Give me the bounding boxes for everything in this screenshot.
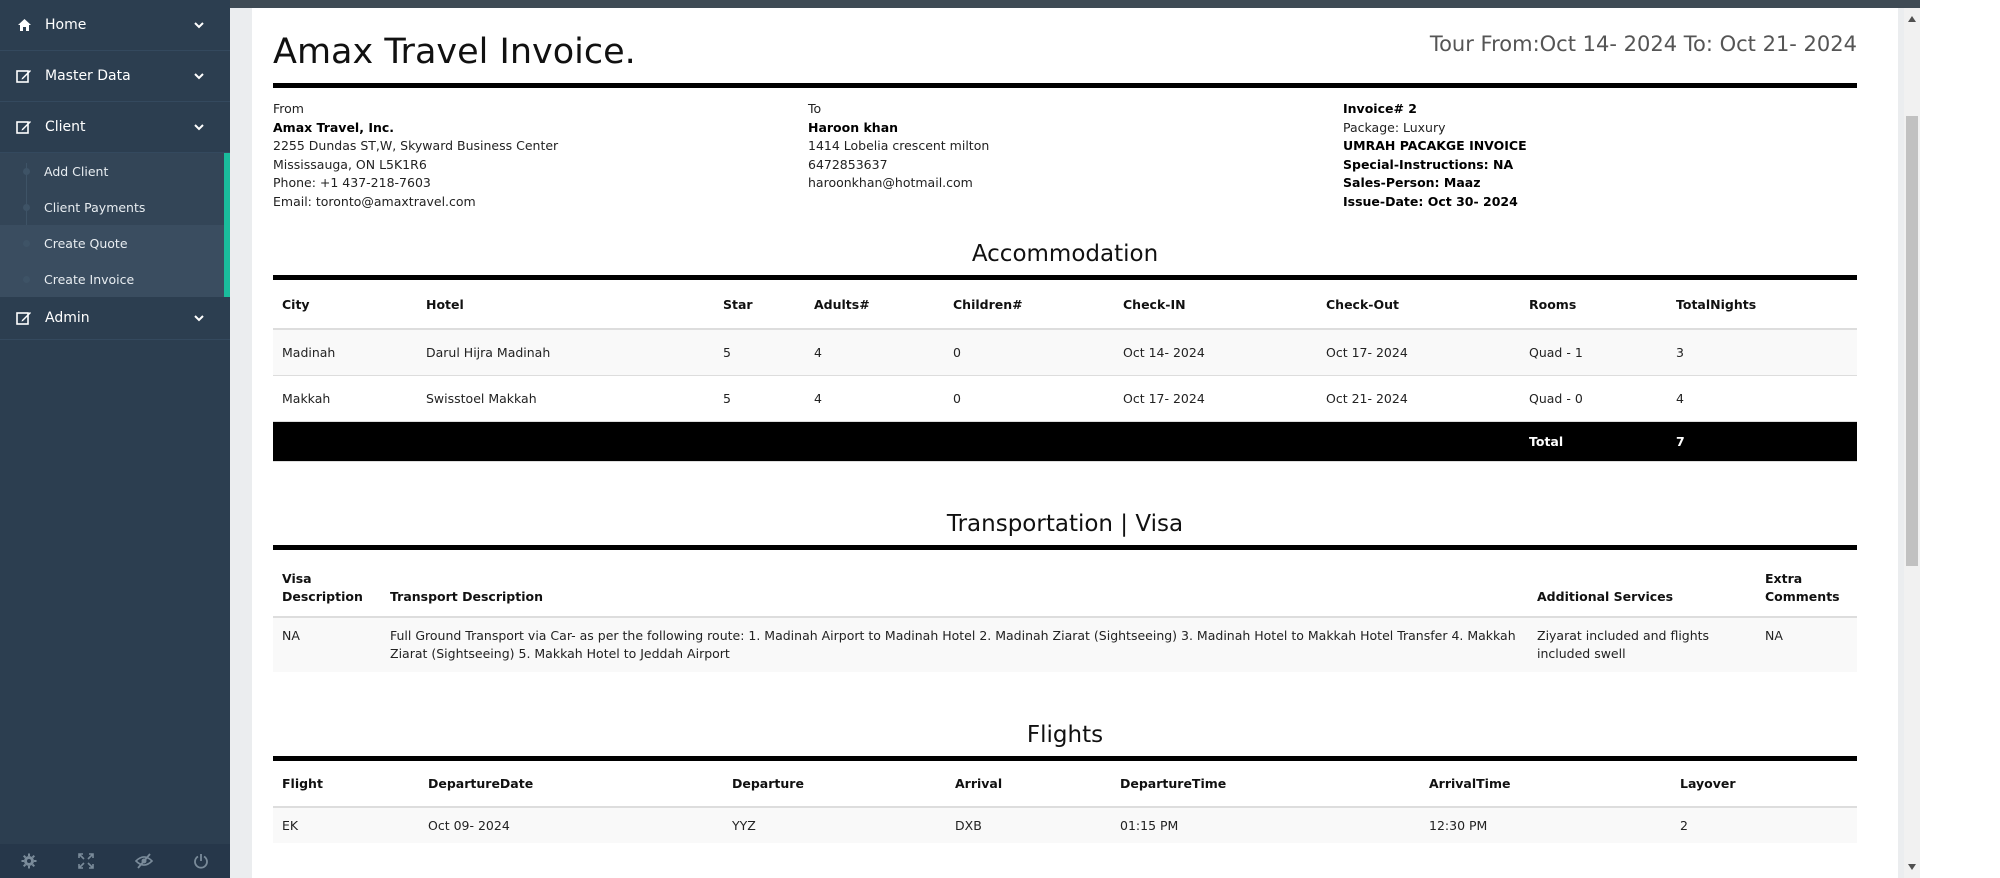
sidebar-subitem-label: Client Payments [44,199,146,215]
accommodation-title: Accommodation [971,241,1159,267]
chevron-down-icon [192,311,206,325]
column-header: DepartureTime [1111,761,1420,807]
invoice-meta-block [1343,100,1527,212]
column-header: Adults# [805,280,944,329]
sidebar [0,0,230,878]
to-name: Haroon khan [808,119,899,135]
column-header: Arrival [946,761,1111,807]
column-header: ArrivalTime [1420,761,1671,807]
to-phone: 6472853637 [808,156,888,172]
table-row [273,807,1857,843]
sidebar-footer [0,844,230,878]
to-block [808,100,989,193]
sidebar-item-label: Master Data [45,68,131,84]
chevron-down-icon [192,18,206,32]
cell-layover: 2 [1671,807,1857,843]
bullet-dot [23,168,30,175]
flights-title: Flights [1026,722,1104,748]
cell-star: 5 [714,375,805,421]
invoice-type: UMRAH PACAKGE INVOICE [1343,138,1527,154]
edit-icon [16,68,32,84]
table-row [273,375,1857,421]
bullet-dot [23,240,30,247]
sidebar-subitem-label: Create Quote [44,235,128,251]
column-header: TotalNights [1667,280,1857,329]
from-label: From [273,101,304,116]
invoice-paper [252,8,1898,878]
invoice-title: Amax Travel Invoice. [273,32,636,72]
scroll-up-arrow-icon[interactable] [1908,16,1916,22]
column-header: DepartureDate [419,761,723,807]
cell-total-nights: 3 [1667,329,1857,375]
top-header-strip [0,0,1920,8]
cell-city: Makkah [273,375,417,421]
transport-title: Transportation | Visa [946,511,1184,537]
column-header: Visa Description [273,550,381,617]
cell-check-in: Oct 14- 2024 [1114,329,1317,375]
sidebar-subitem-client-payments[interactable] [0,189,224,225]
column-header: Extra Comments [1756,550,1857,617]
column-header: Departure [723,761,946,807]
total-value: 7 [1667,421,1857,461]
power-icon[interactable] [192,852,210,870]
total-label: Total [1520,421,1667,461]
cell-children: 0 [944,375,1114,421]
chevron-down-icon [192,69,206,83]
cell-total-nights: 4 [1667,375,1857,421]
sidebar-item-master-data[interactable] [0,51,230,102]
cell-flight: EK [273,807,419,843]
cell-adults: 4 [805,375,944,421]
sidebar-subitem-create-quote[interactable] [0,225,224,261]
chevron-down-icon [192,120,206,134]
bullet-dot [23,204,30,211]
cell-check-in: Oct 17- 2024 [1114,375,1317,421]
column-header: Flight [273,761,419,807]
column-header: City [273,280,417,329]
column-header: Check-IN [1114,280,1317,329]
column-header: Star [714,280,805,329]
tour-dates: Tour From:Oct 14- 2024 To: Oct 21- 2024 [1429,32,1857,56]
to-address: 1414 Lobelia crescent milton [808,138,990,154]
to-email: haroonkhan@hotmail.com [808,175,973,191]
sidebar-item-label: Client [45,119,86,135]
cell-arrival-time: 12:30 PM [1420,807,1671,843]
cell-rooms: Quad - 1 [1520,329,1667,375]
from-address2: Mississauga, ON L5K1R6 [273,156,427,172]
cell-check-out: Oct 21- 2024 [1317,375,1520,421]
from-email: Email: toronto@amaxtravel.com [273,193,476,209]
column-header: Children# [944,280,1114,329]
sidebar-subitem-add-client[interactable] [0,153,224,189]
invoice-package: Package: Luxury [1343,119,1446,135]
cell-check-out: Oct 17- 2024 [1317,329,1520,375]
vertical-scrollbar[interactable] [1904,8,1920,878]
column-header: Layover [1671,761,1857,807]
from-phone: Phone: +1 437-218-7603 [273,175,431,191]
sidebar-subitem-label: Create Invoice [44,271,135,287]
accommodation-table [273,280,1857,462]
edit-icon [16,119,32,135]
cell-city: Madinah [273,329,417,375]
cell-children: 0 [944,329,1114,375]
sidebar-item-home[interactable] [0,0,230,51]
column-header: Transport Description [381,550,1528,617]
divider [273,83,1857,88]
cell-departure: YYZ [723,807,946,843]
cell-rooms: Quad - 0 [1520,375,1667,421]
from-block [273,100,558,212]
bullet-dot [23,276,30,283]
sidebar-item-client[interactable] [0,102,230,153]
client-submenu [0,153,230,297]
special-instructions: Special-Instructions: NA [1343,156,1514,172]
cell-adults: 4 [805,329,944,375]
sales-person: Sales-Person: Maaz [1343,175,1481,191]
cell-visa: NA [273,617,381,672]
cell-hotel: Swisstoel Makkah [417,375,714,421]
table-row [273,329,1857,375]
transport-visa-table [273,550,1857,672]
table-header-row [273,550,1857,617]
gear-icon[interactable] [20,852,38,870]
invoice-number: Invoice# 2 [1343,101,1417,116]
cell-star: 5 [714,329,805,375]
scrollbar-thumb[interactable] [1906,116,1918,566]
sidebar-item-admin[interactable] [0,297,230,340]
table-header-row [273,280,1857,329]
issue-date: Issue-Date: Oct 30- 2024 [1343,193,1518,209]
cell-additional-services: Ziyarat included and flights included swell [1528,617,1756,672]
sidebar-item-label: Admin [45,310,90,326]
column-header: Check-Out [1317,280,1520,329]
main-content [230,8,1920,878]
from-address1: 2255 Dundas ST,W, Skyward Business Center [273,138,559,154]
table-header-row [273,761,1857,807]
column-header: Hotel [417,280,714,329]
fullscreen-icon[interactable] [77,852,95,870]
eye-slash-icon[interactable] [135,852,153,870]
sidebar-item-label: Home [45,17,87,33]
sidebar-subitem-label: Add Client [44,163,109,179]
column-header: Rooms [1520,280,1667,329]
total-row [273,421,1857,461]
table-row [273,617,1857,672]
cell-extra-comments: NA [1756,617,1857,672]
home-icon [16,17,32,33]
to-label: To [808,101,822,116]
cell-transport: Full Ground Transport via Car- as per the following route: 1. Madinah Airport to Madinah Hotel 2. Madinah Ziarat (Sightseeing) 3. Madinah Hotel to Makkah Hotel Transfer 4. Makkah Ziarat (Sightseeing) 5. Makkah Hotel to Jeddah Airport [381,617,1528,672]
edit-icon [16,310,32,326]
cell-departure-date: Oct 09- 2024 [419,807,723,843]
cell-hotel: Darul Hijra Madinah [417,329,714,375]
from-company: Amax Travel, Inc. [273,119,395,135]
sidebar-subitem-create-invoice[interactable] [0,261,224,297]
cell-arrival: DXB [946,807,1111,843]
cell-departure-time: 01:15 PM [1111,807,1420,843]
flights-table [273,761,1857,843]
column-header: Additional Services [1528,550,1756,617]
scroll-down-arrow-icon[interactable] [1908,864,1916,870]
